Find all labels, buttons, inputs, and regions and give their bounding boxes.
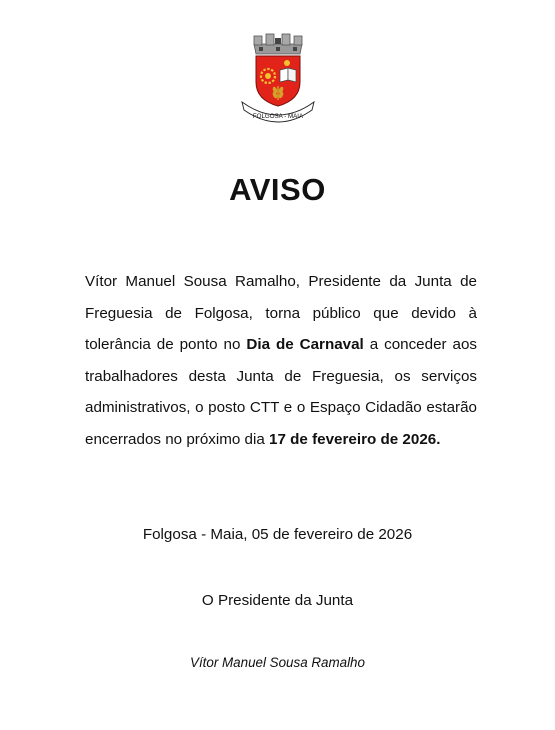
mural-crown-icon (254, 34, 302, 54)
coat-of-arms-icon (232, 30, 324, 126)
motto-text: FOLGOSA - MAIA (252, 113, 304, 120)
body-text-bold-event: Dia de Carnaval (246, 336, 364, 354)
body-text-part: Vítor Manuel Sousa Ramalho, Presidente da Junta de Freguesia de Folgosa, torna público que devido à tolerância de ponto no (85, 273, 477, 354)
signer-title: O Presidente da Junta (201, 592, 354, 609)
signer-name: Vítor Manuel Sousa Ramalho (190, 655, 365, 670)
place-and-date: Folgosa - Maia, 05 de fevereiro de 2026 (142, 526, 413, 543)
notice-title: AVISO (229, 172, 326, 207)
body-text-part: a conceder aos trabalhadores desta Junta de Freguesia, os serviços administrativos, o posto CTT e o Espaço Cidadão estarão encerrados no próximo dia (85, 336, 477, 448)
body-text-bold-date: 17 de fevereiro de 2026. (269, 430, 441, 448)
open-book-icon (280, 68, 296, 82)
notice-body (85, 266, 477, 456)
